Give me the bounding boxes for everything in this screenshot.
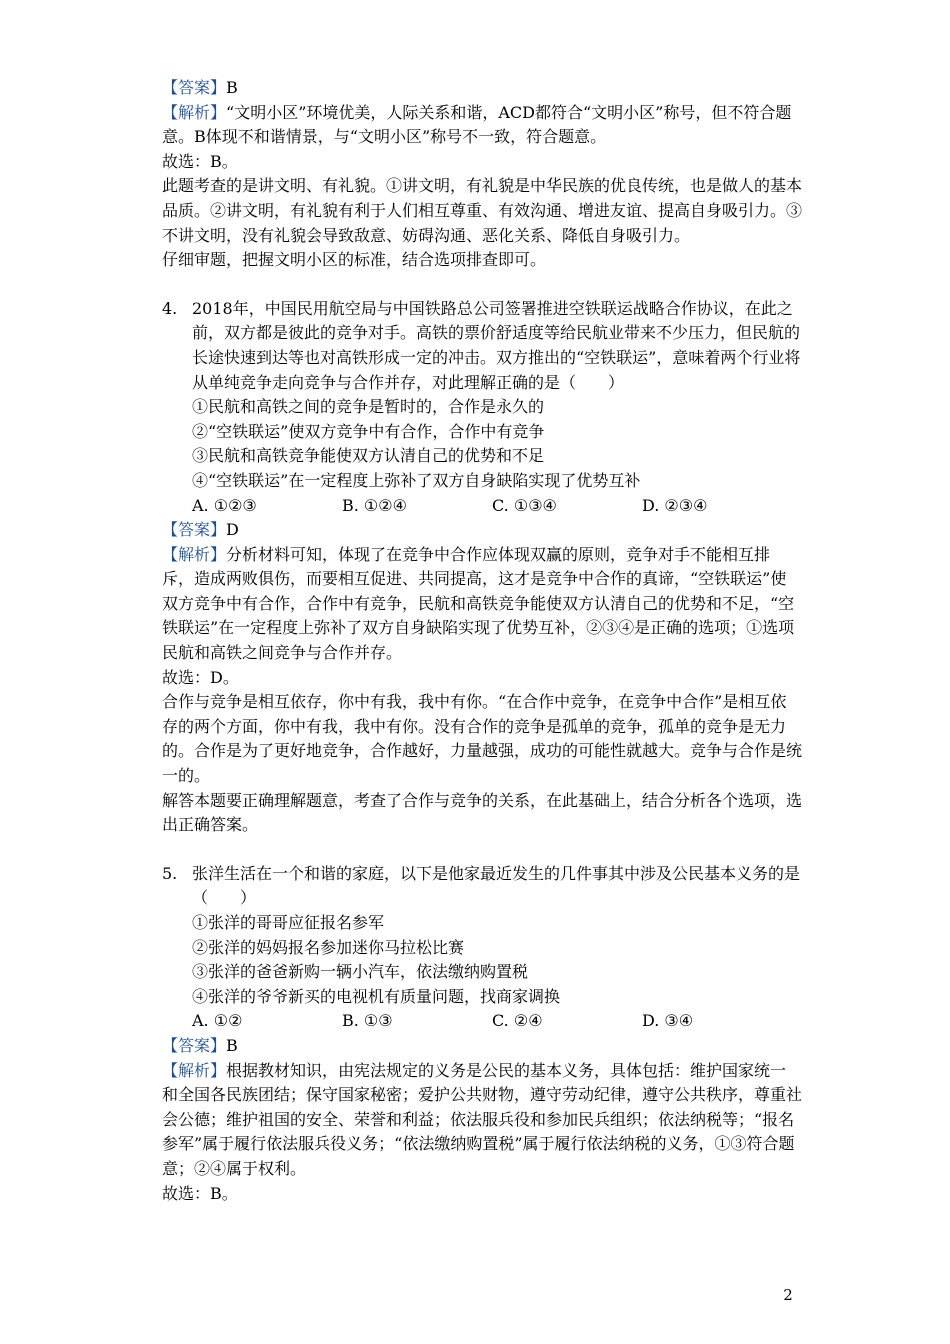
- page-number: 2: [783, 1286, 793, 1304]
- question-4: [162, 297, 802, 518]
- q5-choice-d: D. ③④: [642, 1011, 694, 1031]
- q3-analysis: [162, 101, 802, 150]
- q4-choice-b: B. ①②④: [342, 495, 407, 515]
- q4-selection: 故选：D。: [162, 667, 239, 687]
- q5-selection: 故选：B。: [162, 1183, 238, 1203]
- q5-option-2: ②张洋的妈妈报名参加迷你马拉松比赛: [192, 937, 465, 957]
- q5-answer-line: [162, 1034, 802, 1059]
- q4-answer-line: [162, 518, 802, 543]
- analysis-label: 【解析】: [162, 102, 227, 122]
- q3-extra-1: 此题考查的是讲文明、有礼貌。①讲文明，有礼貌是中华民族的优良传统，也是做人的基本品质。②讲文明，有礼貌有利于人们相互尊重、有效沟通、增进友谊、提高自身吸引力。③不讲文明，没有礼貌会导致敌意、妨碍沟通、恶化关系、降低自身吸引力。: [162, 176, 803, 245]
- q3-extra-2: 仔细审题，把握文明小区的标准，结合选项排查即可。: [162, 250, 547, 270]
- q3-answer-value: B: [226, 78, 238, 97]
- q4-stem: 2018年，中国民用航空局与中国铁路总公司签署推进空铁联运战略合作协议，在此之前，双方都是彼此的竞争对手。高铁的票价舒适度等给民航业带来不少压力，但民航的长途快速到达等也对高铁形成一定的冲击。双方推出的“空铁联运”，意味着两个行业将从单纯竞争走向竞争与合作并存，对此理解正确的是（ ）: [192, 298, 801, 392]
- q3-answer-line: [162, 76, 802, 101]
- q5-number: 5.: [162, 863, 178, 883]
- q4-choice-d: D. ②③④: [642, 495, 708, 515]
- question-5: [162, 862, 802, 1034]
- analysis-label: 【解析】: [162, 1060, 227, 1080]
- q4-option-1: ①民航和高铁之间的竞争是暂时的，合作是永久的: [192, 397, 545, 417]
- spacer: [162, 838, 802, 862]
- analysis-label: 【解析】: [162, 544, 227, 564]
- q5-option-3: ③张洋的爸爸新购一辆小汽车，依法缴纳购置税: [192, 962, 529, 982]
- q4-answer-value: D: [226, 520, 239, 540]
- q4-extra-1: 合作与竞争是相互依存，你中有我，我中有你。“在合作中竞争，在竞争中合作”是相互依存的两个方面，你中有我，我中有你。没有合作的竞争是孤单的竞争，孤单的竞争是无力的。合作是为了更好地竞争，合作越好，力量越强，成功的可能性就越大。竞争与合作是统一的。: [162, 692, 803, 786]
- q4-analysis: [162, 543, 802, 666]
- q4-choices: [192, 494, 802, 519]
- answer-label: 【答案】: [162, 1035, 227, 1055]
- answer-label: 【答案】: [162, 78, 227, 97]
- q4-choice-c: C. ①③④: [492, 495, 557, 515]
- spacer: [162, 273, 802, 297]
- q5-stem: 张洋生活在一个和谐的家庭，以下是他家最近发生的几件事其中涉及公民基本义务的是（ ）: [192, 863, 801, 908]
- q5-choice-b: B. ①③: [342, 1011, 393, 1031]
- q3-selection: 故选：B。: [162, 151, 238, 171]
- q4-option-4: ④“空铁联运”在一定程度上弥补了双方自身缺陷实现了优势互补: [192, 470, 641, 490]
- q3-analysis-text: “文明小区”环境优美，人际关系和谐，ACD都符合“文明小区”称号，但不符合题意。B体现不和谐情景，与“文明小区”称号不一致，符合题意。: [162, 102, 792, 147]
- answer-label: 【答案】: [162, 520, 227, 540]
- q4-option-3: ③民航和高铁竞争能使双方认清自己的优势和不足: [192, 446, 545, 466]
- q4-body: [192, 297, 802, 518]
- q4-number: 4.: [162, 298, 178, 318]
- q5-answer-value: B: [226, 1035, 238, 1055]
- q4-analysis-text: 分析材料可知，体现了在竞争中合作应体现双赢的原则，竞争对手不能相互排斥，造成两败俱伤，而要相互促进、共同提高，这才是竞争中合作的真谛，“空铁联运”使双方竞争中有合作，合作中有竞争，民航和高铁竞争能使双方认清自己的优势和不足，“空铁联运”在一定程度上弥补了双方自身缺陷实现了优势互补，②③④是正确的选项；①选项民航和高铁之间竞争与合作并存。: [162, 544, 795, 663]
- q4-extra-2: 解答本题要正确理解题意，考查了合作与竞争的关系，在此基础上，结合分析各个选项，选出正确答案。: [162, 790, 803, 835]
- q5-analysis-text: 根据教材知识，由宪法规定的义务是公民的基本义务，具体包括：维护国家统一和全国各民族团结；保守国家秘密；爱护公共财物，遵守劳动纪律，遵守公共秩序，尊重社会公德；维护祖国的安全、荣誉和利益；依法服兵役和参加民兵组织；依法纳税等；“报名参军”属于履行依法服兵役义务；“依法缴纳购置税”属于履行依法纳税的义务，①③符合题意；②④属于权利。: [162, 1060, 803, 1178]
- q5-option-1: ①张洋的哥哥应征报名参军: [192, 913, 385, 932]
- q5-choice-c: C. ②④: [492, 1011, 543, 1031]
- page-content: [162, 76, 802, 1206]
- q4-option-2: ②“空铁联运”使双方竞争中有合作，合作中有竞争: [192, 421, 545, 441]
- q4-choice-a: A. ①②③: [192, 495, 257, 515]
- q5-option-4: ④张洋的爷爷新买的电视机有质量问题，找商家调换: [192, 986, 561, 1006]
- q5-analysis: [162, 1059, 802, 1182]
- q5-body: [192, 862, 802, 1034]
- q5-choice-a: A. ①②: [192, 1011, 243, 1031]
- q5-choices: [192, 1009, 802, 1034]
